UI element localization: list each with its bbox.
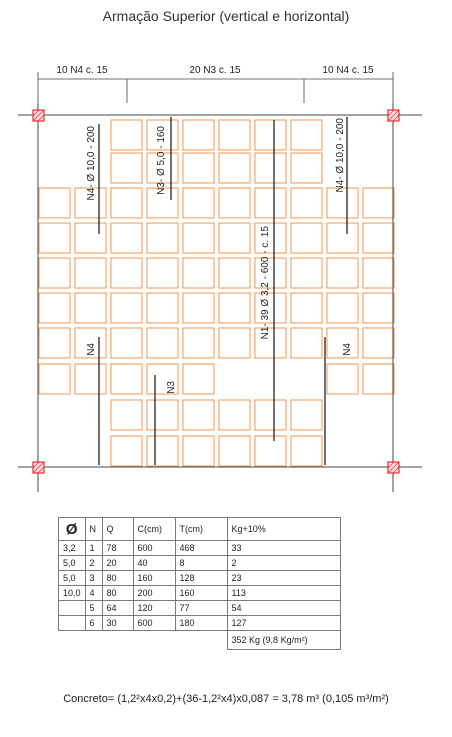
- mesh-cell: [219, 293, 250, 323]
- table-cell: 1: [85, 541, 102, 556]
- table-row: [59, 616, 341, 631]
- table-row: [59, 541, 341, 556]
- mesh-cell: [75, 364, 106, 394]
- table-cell: 80: [102, 571, 133, 586]
- column-marker-bottom-left: [33, 462, 44, 473]
- table-cell: 127: [227, 616, 340, 631]
- mesh-cell: [291, 328, 322, 358]
- table-row: [59, 601, 341, 616]
- table-row: [59, 571, 341, 586]
- table-cell: 160: [133, 571, 175, 586]
- mesh-cell: [111, 153, 142, 183]
- mesh-cell: [255, 436, 286, 466]
- mesh-cell: [255, 188, 286, 218]
- mesh-cell: [111, 293, 142, 323]
- label-n4-short-left: N4: [86, 343, 97, 356]
- mesh-cell: [255, 153, 286, 183]
- table-header-row: [59, 518, 341, 541]
- table-cell: 77: [175, 601, 227, 616]
- column-marker-top-right: [388, 110, 399, 121]
- table-empty-cell: [133, 631, 175, 650]
- mesh-cell: [363, 188, 394, 218]
- header-total-length: T(cm): [175, 518, 227, 541]
- column-marker-top-left: [33, 110, 44, 121]
- mesh-cell: [111, 258, 142, 288]
- table-cell: [59, 616, 86, 631]
- table-cell: 600: [133, 616, 175, 631]
- header-weight: Kg+10%: [227, 518, 340, 541]
- mesh-cell: [147, 293, 178, 323]
- table-cell: 23: [227, 571, 340, 586]
- mesh-cell: [255, 400, 286, 430]
- table-cell: 200: [133, 586, 175, 601]
- table-cell: 468: [175, 541, 227, 556]
- table-row: [59, 556, 341, 571]
- table-cell: 33: [227, 541, 340, 556]
- label-n1: N1- 39 Ø 3,2 - 600 - c. 15: [260, 226, 271, 340]
- table-cell: 30: [102, 616, 133, 631]
- mesh-cell: [291, 293, 322, 323]
- mesh-cell: [111, 223, 142, 253]
- mesh-cell: [291, 153, 322, 183]
- header-q: Q: [102, 518, 133, 541]
- table-cell: 40: [133, 556, 175, 571]
- table-cell: 180: [175, 616, 227, 631]
- mesh-cell: [291, 400, 322, 430]
- header-n: N: [85, 518, 102, 541]
- mesh-cell: [111, 328, 142, 358]
- mesh-cell: [75, 293, 106, 323]
- table-cell: 8: [175, 556, 227, 571]
- mesh-cell: [363, 328, 394, 358]
- table-cell: 54: [227, 601, 340, 616]
- table-cell: 5: [85, 601, 102, 616]
- mesh-cell: [291, 188, 322, 218]
- mesh-cell: [219, 258, 250, 288]
- mesh-cell: [183, 223, 214, 253]
- table-cell: 2: [227, 556, 340, 571]
- label-n4-left: N4- Ø 10,0 - 200: [86, 126, 97, 201]
- mesh-cell: [363, 293, 394, 323]
- table-cell: 5,0: [59, 571, 86, 586]
- mesh-cell: [39, 223, 70, 253]
- mesh-cell: [219, 120, 250, 150]
- mesh-cell: [363, 258, 394, 288]
- table-cell: 4: [85, 586, 102, 601]
- table-cell: 160: [175, 586, 227, 601]
- header-length: C(cm): [133, 518, 175, 541]
- mesh-cell: [183, 153, 214, 183]
- dimension-label-right: 10 N4 c. 15: [322, 65, 374, 76]
- table-cell: 78: [102, 541, 133, 556]
- mesh-cell: [183, 258, 214, 288]
- label-n4-short-right: N4: [342, 343, 353, 356]
- mesh-cell: [327, 364, 358, 394]
- table-cell: 120: [133, 601, 175, 616]
- mesh-cell: [291, 223, 322, 253]
- mesh-cell: [183, 293, 214, 323]
- mesh-cell: [75, 223, 106, 253]
- table-cell: 113: [227, 586, 340, 601]
- dimension-label-left: 10 N4 c. 15: [56, 65, 108, 76]
- mesh-cell: [183, 436, 214, 466]
- table-cell: 600: [133, 541, 175, 556]
- mesh-cell: [39, 293, 70, 323]
- mesh-cell: [39, 364, 70, 394]
- table-cell: 128: [175, 571, 227, 586]
- mesh-cell: [219, 223, 250, 253]
- mesh-cell: [183, 188, 214, 218]
- table-cell: 3,2: [59, 541, 86, 556]
- mesh-cell: [111, 436, 142, 466]
- label-n4-right: N4- Ø 10,0 - 200: [335, 118, 346, 193]
- mesh-cell: [111, 364, 142, 394]
- table-cell: 6: [85, 616, 102, 631]
- mesh-cell: [363, 223, 394, 253]
- mesh-cell: [183, 120, 214, 150]
- mesh-cell: [147, 223, 178, 253]
- mesh-cell: [147, 436, 178, 466]
- table-total-row: [59, 631, 341, 650]
- table-empty-cell: [102, 631, 133, 650]
- mesh-cell: [291, 120, 322, 150]
- mesh-cell: [219, 328, 250, 358]
- table-cell: 5,0: [59, 556, 86, 571]
- mesh-cell: [147, 328, 178, 358]
- mesh-cell: [255, 120, 286, 150]
- table-empty-cell: [175, 631, 227, 650]
- mesh-cell: [219, 188, 250, 218]
- table-cell: 2: [85, 556, 102, 571]
- table-cell: [59, 601, 86, 616]
- mesh-cell: [39, 188, 70, 218]
- dimension-label-center: 20 N3 c. 15: [189, 65, 241, 76]
- table-cell: 64: [102, 601, 133, 616]
- label-n3-short: N3: [166, 381, 177, 394]
- mesh-cell: [39, 328, 70, 358]
- table-row: [59, 586, 341, 601]
- header-diameter: Ø: [59, 518, 86, 541]
- table-empty-cell: [59, 631, 86, 650]
- label-n3: N3- Ø 5,0 - 160: [156, 126, 167, 195]
- mesh-cell: [327, 223, 358, 253]
- mesh-cell: [291, 258, 322, 288]
- mesh-cell: [327, 293, 358, 323]
- drawing-title: Armação Superior (vertical e horizontal): [102, 8, 350, 24]
- mesh-cell: [219, 436, 250, 466]
- column-marker-bottom-right: [388, 462, 399, 473]
- mesh-cell: [183, 328, 214, 358]
- mesh-cell: [183, 400, 214, 430]
- mesh-cell: [219, 400, 250, 430]
- mesh-cell: [111, 188, 142, 218]
- mesh-cell: [183, 364, 214, 394]
- mesh-cell: [327, 258, 358, 288]
- bars-table: [58, 517, 341, 650]
- table-cell: 20: [102, 556, 133, 571]
- mesh-cell: [219, 153, 250, 183]
- mesh-cell: [147, 258, 178, 288]
- mesh-cell: [75, 258, 106, 288]
- mesh-cell: [147, 400, 178, 430]
- table-cell: 10,0: [59, 586, 86, 601]
- table-empty-cell: [85, 631, 102, 650]
- concrete-formula: Concreto= (1,2²x4x0,2)+(36-1,2²x4)x0,087 = 3,78 m³ (0,105 m³/m²): [63, 693, 389, 705]
- mesh-cell: [39, 258, 70, 288]
- table-cell: 80: [102, 586, 133, 601]
- mesh-cell: [111, 120, 142, 150]
- mesh-cell: [363, 364, 394, 394]
- mesh-cell: [291, 436, 322, 466]
- table-cell: 3: [85, 571, 102, 586]
- table-total-cell: 352 Kg (9,8 Kg/m²): [227, 631, 340, 650]
- mesh-cell: [111, 400, 142, 430]
